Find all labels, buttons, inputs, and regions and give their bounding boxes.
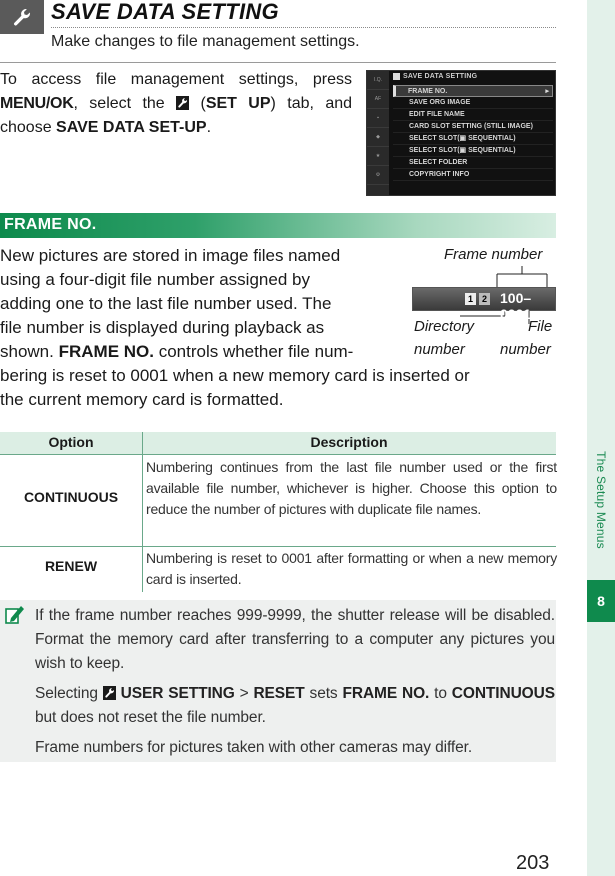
camera-menu-list <box>393 85 553 181</box>
note-icon <box>4 603 26 625</box>
table-rule <box>0 546 556 547</box>
slot1-icon: 1 <box>465 293 476 305</box>
frame-number-display: 100–0001 <box>500 290 532 322</box>
note-paragraph: Selecting USER SETTING > RESET sets FRAME NO. to CONTINUOUS but does not reset the file number. <box>35 685 555 726</box>
camera-menu-item: EDIT FILE NAME <box>393 109 553 121</box>
camera-menu-item: FRAME NO. ▸ <box>393 85 553 97</box>
camera-menu-tabs <box>367 71 389 195</box>
table-header <box>0 432 556 454</box>
title-divider <box>51 27 556 28</box>
note-paragraph: If the frame number reaches 999-9999, the shutter release will be disabled. Format the memory card after transferring to a computer any pictures you wish to keep. <box>35 607 555 672</box>
save-data-setup-item: SAVE DATA SET-UP <box>56 119 207 136</box>
camera-tab-icon: AF <box>367 90 389 109</box>
camera-tab-icon: I.Q. <box>367 71 389 90</box>
camera-tab-icon: ★ <box>367 147 389 166</box>
directory-label-2: number <box>414 341 465 358</box>
camera-tab-icon: ◆ <box>367 128 389 147</box>
section-title: FRAME NO. <box>4 216 97 233</box>
page-number: 203 <box>516 852 550 874</box>
file-label-2: number <box>500 341 551 358</box>
camera-tab-icon: ▪ <box>367 109 389 128</box>
option-continuous: CONTINUOUS <box>23 489 119 505</box>
intro-paragraph: To access file management settings, press MENU/OK, select the (SET UP) tab, and choose SAVE DATA SET-UP. <box>0 71 353 136</box>
wrench-icon <box>0 0 44 34</box>
camera-menu-item: SELECT FOLDER <box>393 157 553 169</box>
camera-menu-item: SELECT SLOT(▣ SEQUENTIAL) <box>393 133 553 145</box>
option-renew: RENEW <box>44 558 98 574</box>
section-banner <box>0 213 556 238</box>
side-tab-label <box>588 420 614 580</box>
column-header: Option <box>48 434 94 450</box>
frame-no-paragraph: New pictures are stored in image files named using a four-digit file number assigned by adding one to the last file number used. The file number is displayed during playback as shown. FRAME NO. controls whether file num- bering is reset to 0001 when a new memory card is inserted or the current memory card is formatted. <box>0 246 470 409</box>
arrow-right-icon: ▸ <box>545 88 549 95</box>
description-renew: Numbering is reset to 0001 after formatting or when a new memory card is inserted. <box>146 550 557 587</box>
setup-tab-icon <box>176 96 189 110</box>
column-header: Description <box>310 434 388 450</box>
slot2-icon: 2 <box>479 293 490 305</box>
playback-display <box>412 287 556 322</box>
note-paragraph: Frame numbers for pictures taken with other cameras may differ. <box>35 739 473 756</box>
chapter-number: 8 <box>587 580 615 622</box>
note-box <box>0 600 556 762</box>
wrench-icon <box>103 686 116 700</box>
description-continuous: Numbering continues from the last file number used or the first available file number, whichever is higher. Choose this option to reduce the number of pictures with duplicate file names. <box>146 459 557 517</box>
header-rule <box>0 62 556 63</box>
camera-menu-item: CARD SLOT SETTING (STILL IMAGE) <box>393 121 553 133</box>
menu-ok-key: MENU/OK <box>0 95 74 112</box>
camera-menu-title: SAVE DATA SETTING <box>393 73 477 80</box>
camera-menu-screenshot <box>366 70 556 196</box>
side-tab-text: The Setup Menus <box>594 451 608 549</box>
page-title: SAVE DATA SETTING <box>51 0 279 24</box>
directory-label-1: Directory <box>414 318 475 335</box>
setup-tab-name: SET UP <box>205 95 271 112</box>
table-rule <box>0 454 556 455</box>
page-subtitle: Make changes to file management settings. <box>51 33 360 50</box>
file-label-1: File <box>528 318 553 335</box>
camera-menu-item: SAVE ORG IMAGE <box>393 97 553 109</box>
camera-tab-icon: ⚙ <box>367 166 389 185</box>
camera-menu-item: COPYRIGHT INFO <box>393 169 553 181</box>
camera-wrench-icon <box>393 73 400 80</box>
table-divider <box>142 432 143 592</box>
camera-menu-item: SELECT SLOT(▣ SEQUENTIAL) <box>393 145 553 157</box>
frame-number-label: Frame number <box>444 246 543 263</box>
